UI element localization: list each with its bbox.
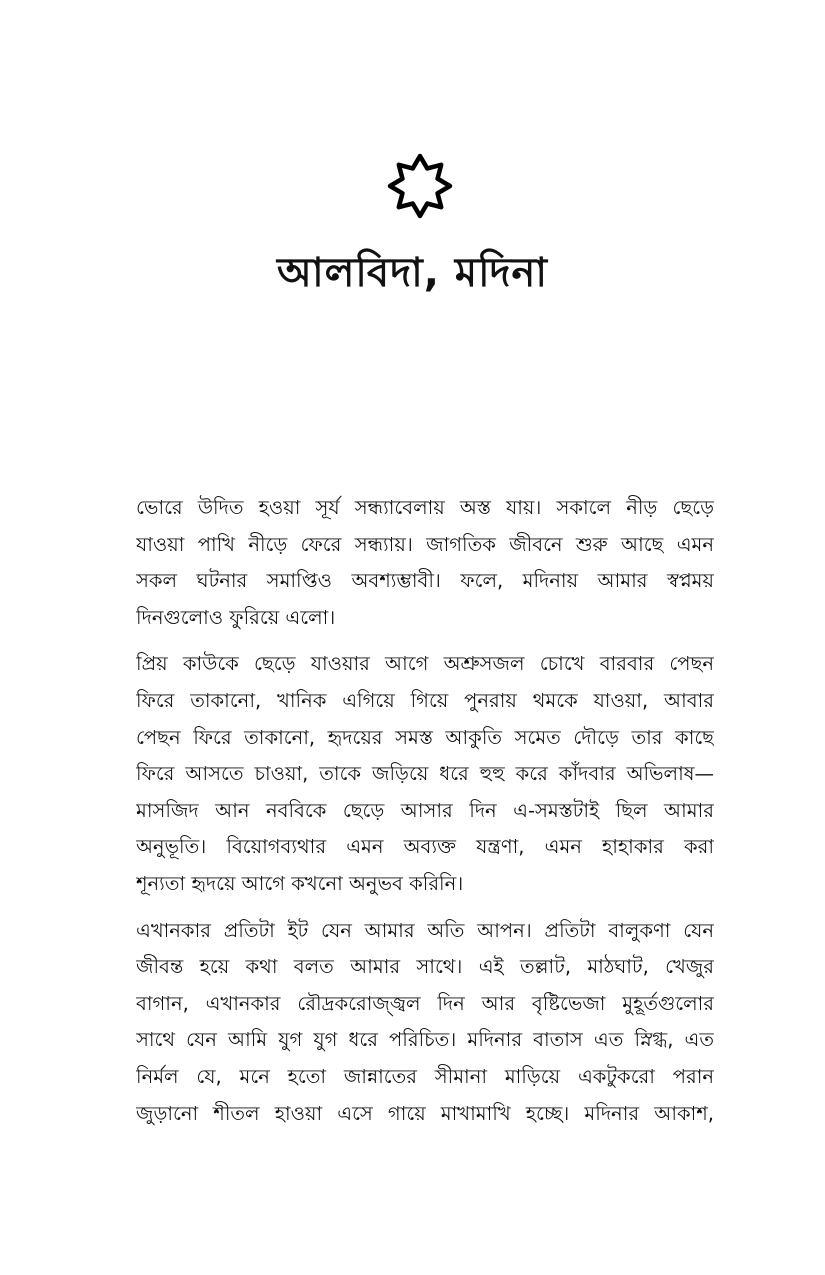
text-line: নির্মল যে, মনে হতো জান্নাতের সীমানা মাড়িয়ে একটুকরো পরান <box>136 1064 714 1088</box>
text-line: সকল ঘটনার সমাপ্তিও অবশ্যম্ভাবী। ফলে, মদিনায় আমার স্বপ্নময় <box>136 569 714 593</box>
text-line: অনুভূতি। বিয়োগব্যথার এমন অব্যক্ত যন্ত্রণা, এমন হাহাকার করা <box>136 835 714 859</box>
chapter-body <box>136 490 714 1142</box>
text-line: জীবন্ত হয়ে কথা বলত আমার সাথে। এই তল্লাট, মাঠঘাট, খেজুর <box>136 955 714 979</box>
text-line: বাগান, এখানকার রৌদ্রকরোজ্জ্বল দিন আর বৃষ্টিভেজা মুহূর্তগুলোর <box>136 991 714 1015</box>
text-line: ভোরে উদিত হওয়া সূর্য সন্ধ্যাবেলায় অস্ত যায়। সকালে নীড় ছেড়ে <box>136 496 714 519</box>
text-line: পেছন ফিরে তাকানো, হৃদয়ের সমস্ত আকুতি সমেত দৌড়ে তার কাছে <box>136 725 714 749</box>
text-line: শূন্যতা হৃদয়ে আগে কখনো অনুভব করিনি। <box>136 871 464 895</box>
chapter-ornament <box>386 152 454 220</box>
paragraph-3 <box>136 913 714 1133</box>
text-line: ফিরে আসতে চাওয়া, তাকে জড়িয়ে ধরে হুহু করে কাঁদবার অভিলাষ— <box>136 762 714 786</box>
paragraph-2 <box>136 646 714 902</box>
text-line: জুড়ানো শীতল হাওয়া এসে গায়ে মাখামাখি হচ্ছে। মদিনার আকাশ, <box>136 1101 714 1125</box>
eight-point-star-icon <box>386 152 454 220</box>
paragraph-1 <box>136 490 714 636</box>
text-line: মাসজিদ আন নববিকে ছেড়ে আসার দিন এ-সমস্তটাই ছিল আমার <box>136 798 714 822</box>
text-line: এখানকার প্রতিটা ইট যেন আমার অতি আপন। প্রতিটা বালুকণা যেন <box>136 918 714 942</box>
text-line: যাওয়া পাখি নীড়ে ফেরে সন্ধ্যায়। জাগতিক জীবনে শুরু আছে এমন <box>136 532 714 556</box>
text-line: সাথে যেন আমি যুগ যুগ ধরে পরিচিত। মদিনার বাতাস এত স্নিগ্ধ, এত <box>136 1028 714 1052</box>
text-line: প্রিয় কাউকে ছেড়ে যাওয়ার আগে অশ্রুসজল চোখে বারবার পেছন <box>136 652 714 676</box>
text-line: ফিরে তাকানো, খানিক এগিয়ে গিয়ে পুনরায় থমকে যাওয়া, আবার <box>136 688 714 712</box>
text-line: দিনগুলোও ফুরিয়ে এলো। <box>136 605 336 629</box>
chapter-title: আলবিদা, মদিনা <box>276 250 549 296</box>
